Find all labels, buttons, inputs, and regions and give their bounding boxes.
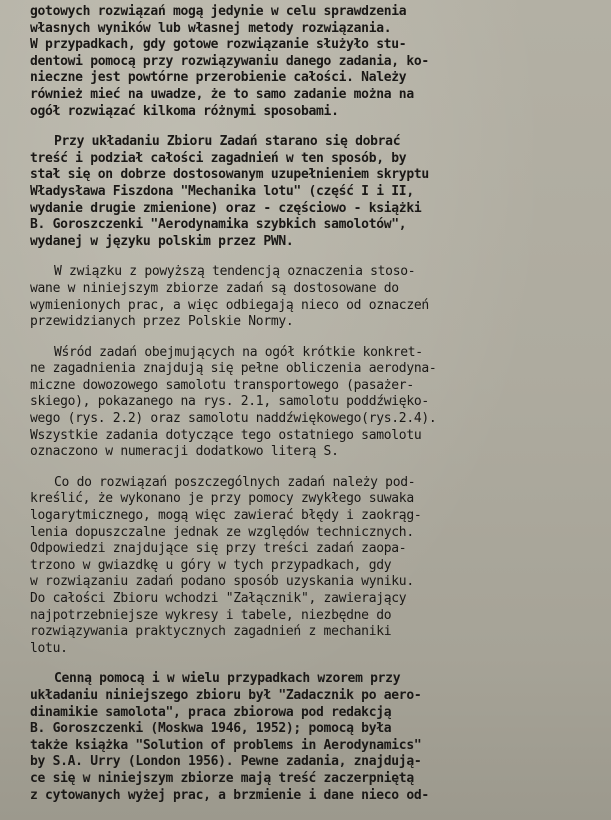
text-line: także książka "Solution of problems in Aerodynamics" bbox=[30, 737, 422, 753]
text-line: B. Goroszczenki "Aerodynamika szybkich samolotów", bbox=[30, 217, 407, 233]
paragraph-2 bbox=[30, 134, 605, 250]
text-line: wydanie drugie zmienione) oraz - częściowo - książki bbox=[30, 200, 422, 216]
paragraph-6 bbox=[30, 671, 605, 804]
text-line: B. Goroszczenki (Moskwa 1946, 1952); pomocą była bbox=[30, 721, 392, 737]
paragraph-gap bbox=[30, 657, 605, 671]
text-line: lenia dopuszczalne jednak ze względów technicznych. bbox=[30, 524, 414, 540]
text-line: W przypadkach, gdy gotowe rozwiązanie służyło stu- bbox=[30, 37, 407, 53]
text-line: kreślić, że wykonano je przy pomocy zwykłego suwaka bbox=[30, 491, 414, 507]
text-line: układaniu niniejszego zbioru był "Zadacznik po aero- bbox=[30, 687, 422, 703]
text-line: własnych wyników lub własnej metody rozwiązania. bbox=[30, 20, 392, 36]
text-line: Władysława Fiszdona "Mechanika lotu" (część I i II, bbox=[30, 183, 414, 199]
text-line: Do całości Zbioru wchodzi "Załącznik", zawierający bbox=[30, 591, 407, 606]
document-body bbox=[30, 4, 605, 804]
text-line: by S.A. Urry (London 1956). Pewne zadania, znajdują- bbox=[30, 754, 422, 770]
paragraph-4 bbox=[30, 345, 605, 461]
paragraph-gap bbox=[30, 461, 605, 475]
text-line: rozwiązywania praktycznych zagadnień z mechaniki bbox=[30, 624, 392, 640]
text-line: ce się w niniejszym zbiorze mają treść zaczerpniętą bbox=[30, 770, 414, 786]
text-line: skiego), pokazanego na rys. 2.1, samolotu poddźwięko- bbox=[30, 394, 429, 410]
paragraph-3 bbox=[30, 264, 605, 330]
paragraph-5 bbox=[30, 475, 605, 658]
text-line: wane w niniejszym zbiorze zadań są dostosowane do bbox=[30, 280, 399, 296]
text-line: logarytmicznego, mogą więc zawierać błędy i zaokrąg- bbox=[30, 508, 422, 524]
text-line: gotowych rozwiązań mogą jedynie w celu sprawdzenia bbox=[30, 4, 407, 19]
text-line: nieczne jest powtórne przerobienie całości. Należy bbox=[30, 70, 407, 86]
text-line: Odpowiedzi znajdujące się przy treści zadań zaopa- bbox=[30, 541, 407, 557]
text-line: w rozwiązaniu zadań podano sposób uzyskania wyniku. bbox=[30, 574, 414, 590]
text-line: najpotrzebniejsze wykresy i tabele, niezbędne do bbox=[30, 607, 392, 623]
text-line: wego (rys. 2.2) oraz samolotu naddźwiękowego(rys.2.4). bbox=[30, 411, 437, 427]
paragraph-gap bbox=[30, 331, 605, 345]
text-line: lotu. bbox=[30, 640, 68, 656]
text-line: treść i podział całości zagadnień w ten sposób, by bbox=[30, 150, 407, 166]
text-line: trzono w gwiazdkę u góry w tych przypadkach, gdy bbox=[30, 557, 392, 573]
text-line: wydanej w języku polskim przez PWN. bbox=[30, 233, 294, 249]
text-line: wymienionych prac, a więc odbiegają nieco od oznaczeń bbox=[30, 297, 429, 313]
text-line: W związku z powyższą tendencją oznaczenia stoso- bbox=[54, 264, 416, 280]
text-line: ogół rozwiązać kilkoma różnymi sposobami. bbox=[30, 103, 339, 119]
paragraph-gap bbox=[30, 250, 605, 264]
paragraph-1 bbox=[30, 4, 605, 120]
text-line: miczne dowozowego samolotu transportowego (pasażer- bbox=[30, 377, 414, 393]
text-line: oznaczono w numeracji dodatkowo literą S. bbox=[30, 444, 339, 460]
text-line: również mieć na uwadze, że to samo zadanie można na bbox=[30, 86, 414, 102]
text-line: Co do rozwiązań poszczególnych zadań należy pod- bbox=[54, 474, 416, 490]
text-line: Wszystkie zadania dotyczące tego ostatniego samolotu bbox=[30, 427, 422, 443]
text-line: dinamikie samolota", praca zbiorowa pod redakcją bbox=[30, 704, 392, 720]
text-line: z cytowanych wyżej prac, a brzmienie i dane nieco od- bbox=[30, 787, 429, 803]
text-line: Przy układaniu Zbioru Zadań starano się dobrać bbox=[54, 134, 401, 150]
text-line: Cenną pomocą i w wielu przypadkach wzorem przy bbox=[54, 671, 401, 687]
text-line: Wśród zadań obejmujących na ogół krótkie konkret- bbox=[54, 344, 423, 360]
text-line: stał się on dobrze dostosowanym uzupełnieniem skryptu bbox=[30, 167, 429, 183]
paragraph-gap bbox=[30, 120, 605, 134]
text-line: ne zagadnienia znajdują się pełne obliczenia aerodyna- bbox=[30, 361, 437, 377]
text-line: przewidzianych przez Polskie Normy. bbox=[30, 314, 294, 330]
text-line: dentowi pomocą przy rozwiązywaniu danego zadania, ko- bbox=[30, 53, 429, 69]
